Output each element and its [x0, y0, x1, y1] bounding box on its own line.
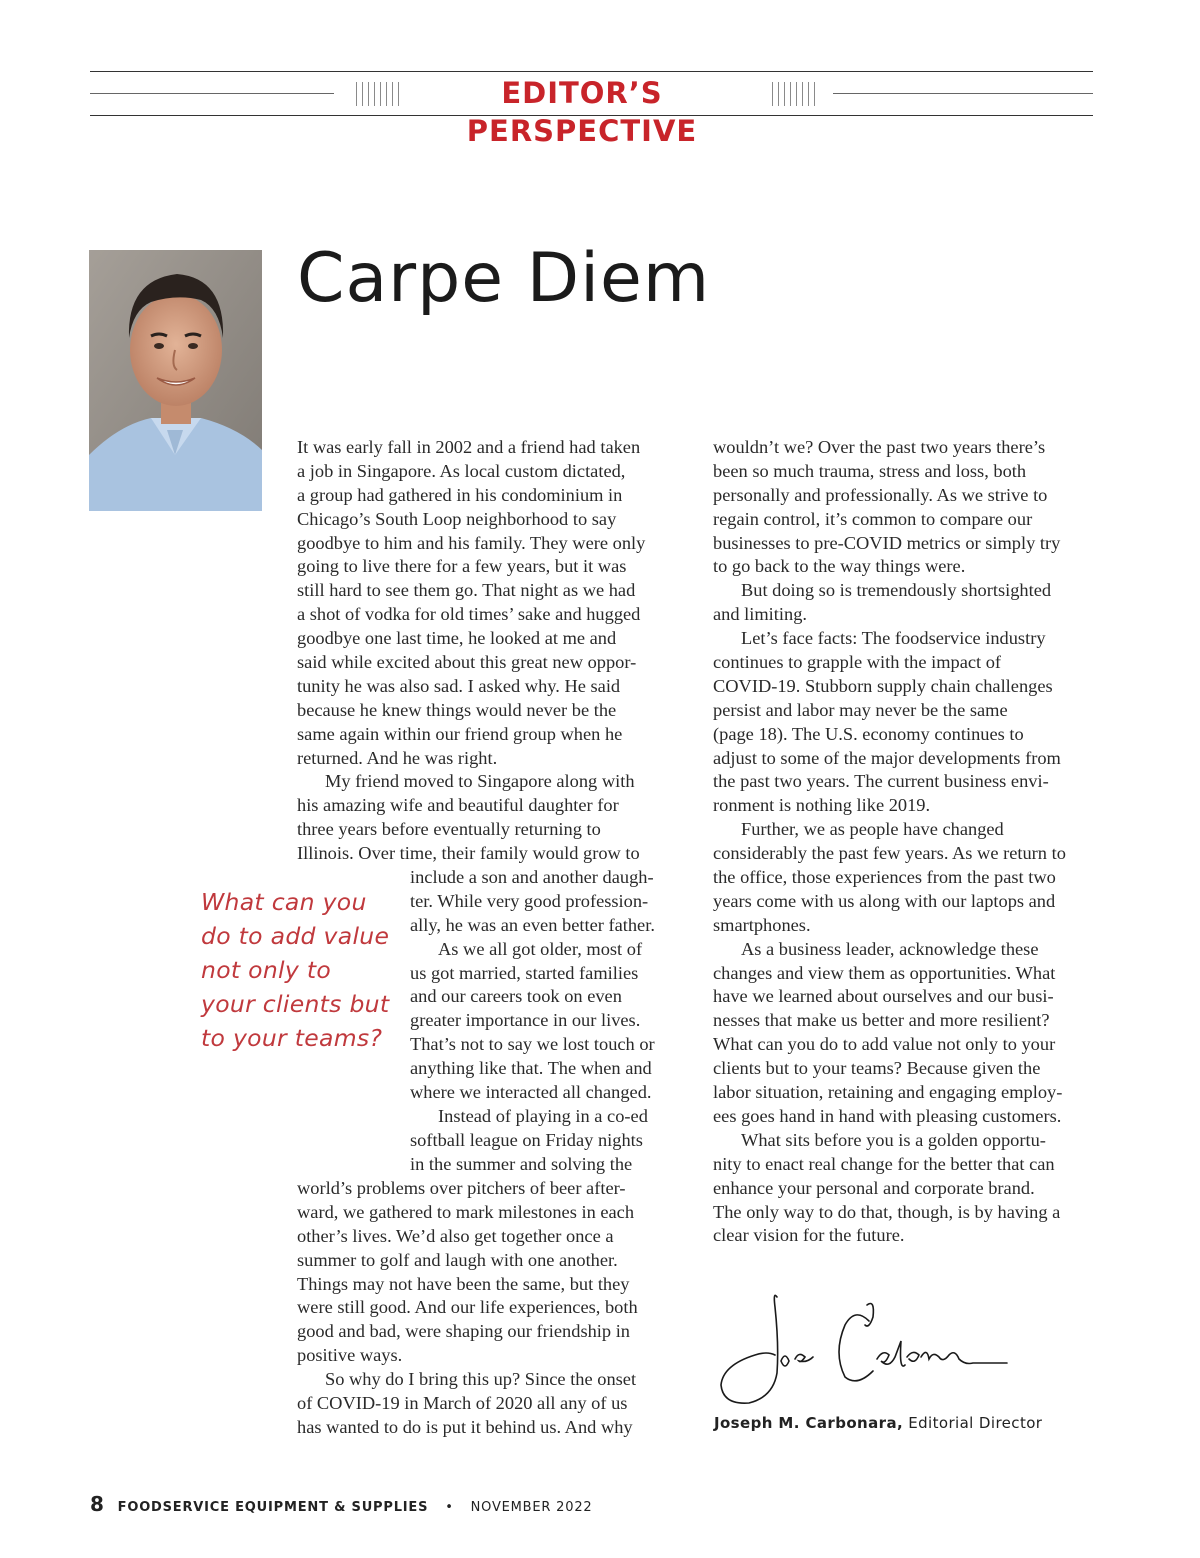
- body-line: a group had gathered in his condominium in: [297, 484, 623, 505]
- body-line: and limiting.: [713, 604, 807, 625]
- body-line: summer to golf and laugh with one another.: [297, 1249, 618, 1270]
- pull-quote-line: not only to: [201, 956, 332, 984]
- body-line: returned. And he was right.: [297, 747, 498, 768]
- body-line: What sits before you is a golden opportu-: [741, 1129, 1046, 1150]
- page-number: 8: [90, 1492, 105, 1516]
- body-line: anything like that. The when and: [410, 1058, 652, 1079]
- body-line: The only way to do that, though, is by having a: [713, 1201, 1061, 1222]
- body-line: enhance your personal and corporate brand.: [713, 1177, 1035, 1198]
- body-line: to go back to the way things were.: [713, 556, 966, 577]
- body-line: were still good. And our life experiences, both: [297, 1297, 638, 1318]
- article-title: Carpe Diem: [297, 239, 711, 318]
- body-line: goodbye to him and his family. They were only: [297, 532, 646, 553]
- header-tick-ornament-left: [356, 82, 400, 106]
- body-line: said while excited about this great new oppor-: [297, 652, 637, 673]
- body-line: So why do I bring this up? Since the onset: [325, 1369, 637, 1390]
- body-line: labor situation, retaining and engaging employ-: [713, 1082, 1063, 1103]
- body-line: As a business leader, acknowledge these: [741, 938, 1039, 959]
- body-line: But doing so is tremendously shortsighted: [741, 580, 1052, 601]
- body-line: three years before eventually returning to: [297, 819, 601, 840]
- page-footer: [90, 1490, 592, 1522]
- body-line: ter. While very good profession-: [410, 890, 649, 911]
- body-line: clients but to your teams? Because given the: [713, 1058, 1041, 1079]
- column-1-wrap: [410, 866, 690, 1177]
- pull-quote-line: to your teams?: [201, 1024, 383, 1052]
- pull-quote-line: What can you: [201, 888, 367, 916]
- header-top-rule: [90, 71, 1093, 72]
- body-line: a job in Singapore. As local custom dictated,: [297, 460, 626, 481]
- body-line: considerably the past few years. As we return to: [713, 843, 1066, 864]
- body-line: Things may not have been the same, but they: [297, 1273, 630, 1294]
- pull-quote: [201, 885, 401, 1055]
- publication-name: FOODSERVICE EQUIPMENT & SUPPLIES: [117, 1500, 429, 1515]
- body-line: It was early fall in 2002 and a friend had taken: [297, 437, 641, 457]
- body-line: As we all got older, most of: [438, 938, 643, 959]
- body-line: and our careers took on even: [410, 986, 622, 1007]
- signature-caption: [714, 1414, 1042, 1432]
- body-line: softball league on Friday nights: [410, 1129, 643, 1150]
- body-line: good and bad, were shaping our friendship in: [297, 1321, 630, 1342]
- signature-role: Editorial Director: [908, 1414, 1043, 1432]
- body-line: What can you do to add value not only to your: [713, 1034, 1056, 1055]
- body-line: regain control, it’s common to compare our: [713, 508, 1033, 529]
- body-line: My friend moved to Singapore along with: [325, 771, 635, 792]
- body-line: ees goes hand in hand with pleasing customers.: [713, 1105, 1062, 1126]
- footer-separator: •: [445, 1500, 454, 1515]
- body-line: adjust to some of the major developments from: [713, 747, 1061, 768]
- issue-date: NOVEMBER 2022: [470, 1500, 593, 1515]
- pull-quote-line: do to add value: [201, 922, 390, 950]
- body-line: ronment is nothing like 2019.: [713, 795, 931, 816]
- body-line: (page 18). The U.S. economy continues to: [713, 723, 1024, 744]
- section-label: EDITOR’S PERSPECTIVE: [466, 76, 698, 148]
- header-tick-ornament-right: [772, 82, 816, 106]
- header-mid-rule-left: [90, 93, 334, 94]
- body-line: include a son and another daugh-: [410, 867, 654, 887]
- body-line: Further, we as people have changed: [741, 819, 1004, 840]
- body-line: where we interacted all changed.: [410, 1082, 652, 1103]
- body-line: ally, he was an even better father.: [410, 914, 655, 935]
- body-line: the past two years. The current business envi-: [713, 771, 1049, 792]
- body-line: still hard to see them go. That night as we had: [297, 580, 636, 601]
- body-line: of COVID-19 in March of 2020 all any of us: [297, 1393, 628, 1414]
- body-line: been so much trauma, stress and loss, both: [713, 460, 1027, 481]
- handwritten-signature: [715, 1285, 1015, 1410]
- body-line: other’s lives. We’d also get together once a: [297, 1225, 614, 1246]
- body-line: his amazing wife and beautiful daughter for: [297, 795, 619, 816]
- body-line: the office, those experiences from the past two: [713, 867, 1056, 888]
- author-photo: [89, 250, 262, 511]
- body-line: has wanted to do is put it behind us. And why: [297, 1416, 633, 1437]
- body-line: COVID-19. Stubborn supply chain challenges: [713, 675, 1053, 696]
- body-line: goodbye one last time, he looked at me and: [297, 628, 617, 649]
- body-line: continues to grapple with the impact of: [713, 652, 1002, 673]
- body-line: changes and view them as opportunities. What: [713, 962, 1056, 983]
- body-line: Illinois. Over time, their family would grow to: [297, 843, 640, 864]
- body-line: because he knew things would never be the: [297, 699, 617, 720]
- body-line: in the summer and solving the: [410, 1153, 633, 1174]
- body-line: world’s problems over pitchers of beer after-: [297, 1178, 626, 1198]
- body-line: businesses to pre-COVID metrics or simply try: [713, 532, 1061, 553]
- body-line: nity to enact real change for the better that can: [713, 1153, 1055, 1174]
- header-bottom-rule: [90, 115, 1093, 116]
- body-line: years come with us along with our laptops and: [713, 890, 1056, 911]
- body-line: personally and professionally. As we strive to: [713, 484, 1048, 505]
- header-mid-rule-right: [833, 93, 1093, 94]
- body-line: greater importance in our lives.: [410, 1010, 641, 1031]
- body-line: positive ways.: [297, 1345, 403, 1366]
- body-line: wouldn’t we? Over the past two years there’s: [713, 437, 1046, 457]
- signature-name: Joseph M. Carbonara,: [714, 1414, 904, 1432]
- body-line: That’s not to say we lost touch or: [410, 1034, 655, 1055]
- column-1-bottom: [297, 1177, 687, 1440]
- body-line: going to live there for a few years, but it was: [297, 556, 627, 577]
- body-line: tunity he was also sad. I asked why. He said: [297, 675, 621, 696]
- column-2: [713, 436, 1098, 1248]
- pull-quote-line: your clients but: [201, 990, 390, 1018]
- body-line: have we learned about ourselves and our busi-: [713, 986, 1054, 1007]
- portrait-illustration: [89, 250, 262, 511]
- column-1-top: [297, 436, 687, 866]
- body-line: clear vision for the future.: [713, 1225, 905, 1246]
- body-line: us got married, started families: [410, 962, 639, 983]
- body-line: nesses that make us better and more resilient?: [713, 1010, 1050, 1031]
- body-line: a shot of vodka for old times’ sake and hugged: [297, 604, 641, 625]
- body-line: same again within our friend group when he: [297, 723, 623, 744]
- body-line: Let’s face facts: The foodservice industry: [741, 628, 1046, 649]
- body-line: persist and labor may never be the same: [713, 699, 1008, 720]
- body-line: smartphones.: [713, 914, 811, 935]
- body-line: ward, we gathered to mark milestones in each: [297, 1201, 635, 1222]
- body-line: Chicago’s South Loop neighborhood to say: [297, 508, 617, 529]
- body-line: Instead of playing in a co-ed: [438, 1105, 648, 1126]
